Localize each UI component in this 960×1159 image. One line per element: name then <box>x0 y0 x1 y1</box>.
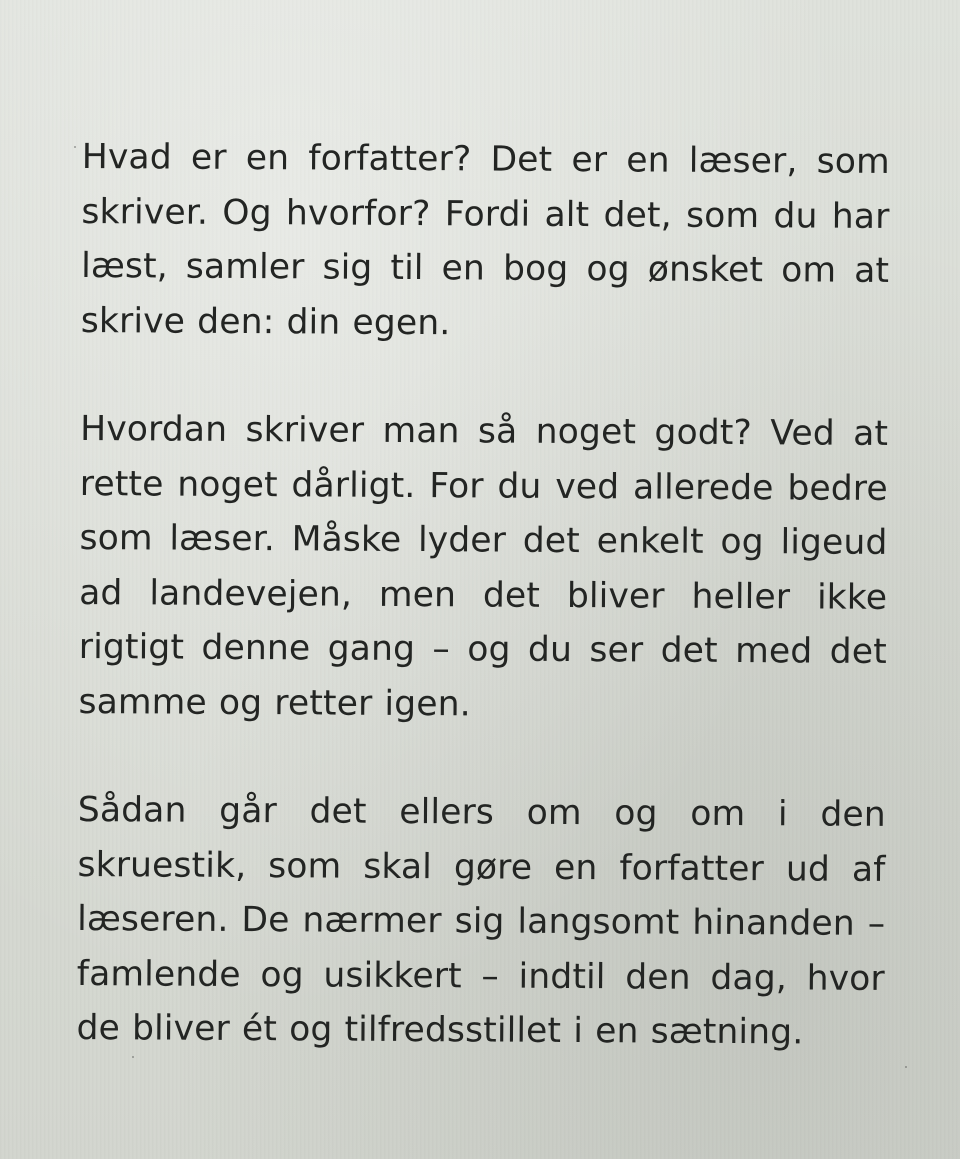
paper-speck <box>132 1056 134 1058</box>
paragraph-2: Hvordan skriver man så noget godt? Ved at rette noget dårligt. For du ved allerede bedre som læser. Måske lyder det enkelt og ligeud ad landevejen, men det bliver heller ikke rigtigt denne gang – og du ser det med det samme og retter igen. <box>78 408 889 724</box>
paragraph-3: Sådan går det ellers om og om i den skruestik, som skal gøre en forfatter ud af læseren. De nærmer sig langsomt hinanden – famlende og usikkert – indtil den dag, hvor de bliver ét og tilfredsstillet i en sætning. <box>76 789 886 1053</box>
paragraph-1: Hvad er en forfatter? Det er en læser, som skriver. Og hvorfor? Fordi alt det, som du har læst, samler sig til en bog og ønsket om at skrive den: din egen. <box>80 136 890 343</box>
paper-speck <box>905 1066 907 1068</box>
paper-speck <box>74 146 76 148</box>
body-text <box>76 130 890 1060</box>
